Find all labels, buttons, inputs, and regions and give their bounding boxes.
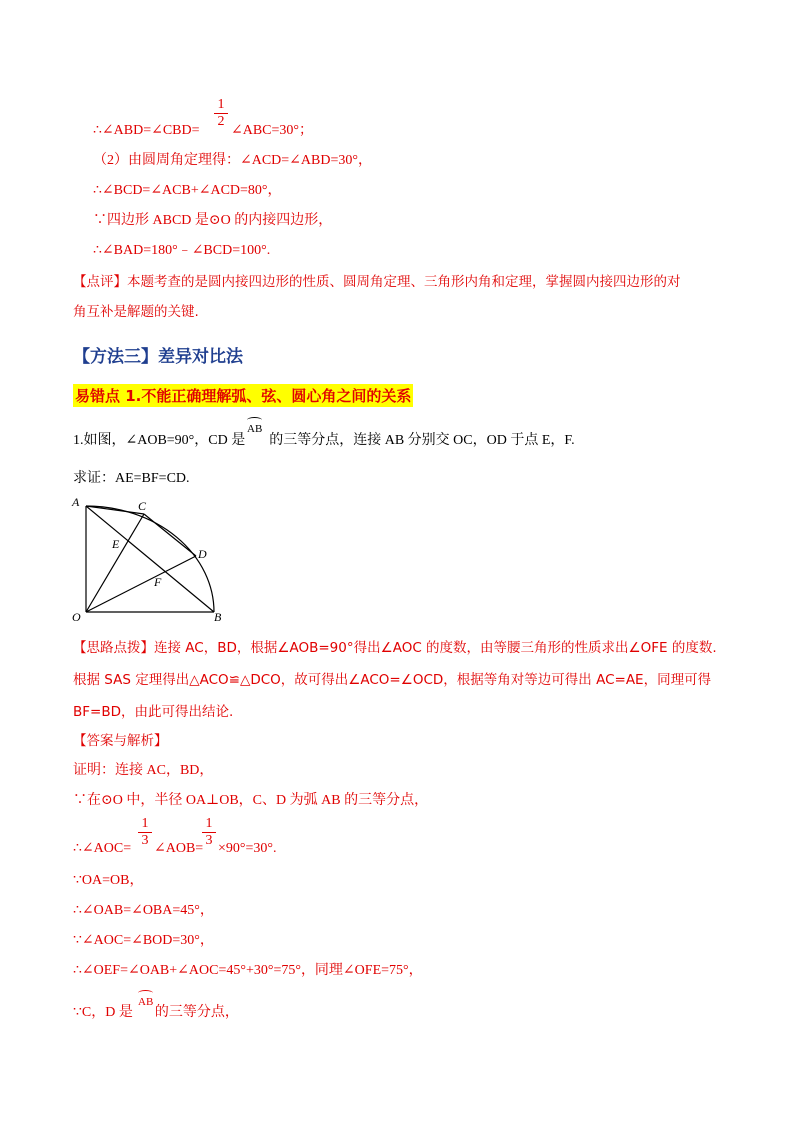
fraction-numerator: 1 [217, 97, 225, 112]
arc-ab-symbol-2 [138, 990, 153, 1008]
line-cyclic: ∵四边形 ABCD 是⊙O 的内接四边形， [93, 213, 333, 228]
fraction-denominator: 3 [205, 833, 213, 848]
answer-line-3b: ∠AOB= [154, 841, 204, 856]
problem-line-1 [73, 432, 575, 450]
fraction-third-2 [202, 817, 216, 848]
line-bcd: ∴∠BCD=∠ACB+∠ACD=80°， [93, 183, 282, 198]
line-abd [93, 122, 200, 140]
line-abd-text-a: ∴∠ABD=∠CBD= [93, 123, 200, 138]
answer-line-1: 证明：连接 AC，BD， [73, 763, 214, 778]
fraction-denominator: 3 [141, 833, 149, 848]
label-d: D [198, 547, 207, 561]
answer-line-2: ∵在⊙O 中，半径 OA⊥OB，C、D 为弧 AB 的三等分点， [73, 793, 429, 808]
fraction-numerator: 1 [205, 816, 213, 831]
arc-label: AB [138, 996, 154, 1008]
line-bad: ∴∠BAD=180°﹣∠BCD=100°. [93, 243, 271, 258]
line-acd: （2）由圆周角定理得：∠ACD=∠ABD=30°， [93, 153, 372, 168]
fraction-numerator: 1 [141, 816, 149, 831]
problem-text-a: 1.如图，∠AOB=90°，CD 是 [73, 433, 246, 448]
answer-line-4: ∵OA=OB， [73, 873, 144, 888]
arc-label: AB [247, 423, 263, 435]
hint-line-3: BF=BD，由此可得出结论. [73, 704, 234, 720]
fraction-third-1 [138, 817, 152, 848]
label-o: O [72, 610, 81, 624]
fraction-denominator: 2 [217, 114, 225, 129]
comment-line-1: 【点评】本题考查的是圆内接四边形的性质、圆周角定理、三角形内角和定理，掌握圆内接四边形的对 [73, 274, 681, 290]
answer-line-8 [73, 1004, 239, 1022]
arc-ab-symbol [247, 417, 262, 435]
answer-line-3c: ×90°=30°. [218, 841, 277, 856]
label-e: E [112, 537, 120, 551]
segment-ab [86, 506, 214, 612]
answer-line-7: ∴∠OEF=∠OAB+∠AOC=45°+30°=75°，同理∠OFE=75°， [73, 963, 423, 978]
hint-line-2: 根据 SAS 定理得出△ACO≌△DCO，故可得出∠ACO=∠OCD，根据等角对等边可得出 AC=AE，同理可得 [73, 672, 712, 688]
comment-block [73, 267, 733, 327]
answer-line-6: ∵∠AOC=∠BOD=30°， [73, 933, 214, 948]
answer-line-8-text-a: ∵C，D 是 [73, 1005, 133, 1020]
line-abd-b [231, 122, 313, 140]
fraction-half [214, 98, 228, 129]
problem-line-2: 求证：AE=BF=CD. [73, 471, 190, 486]
comment-line-2: 角互补是解题的关键. [73, 304, 199, 320]
answer-line-8-text-b: 的三等分点， [154, 1005, 239, 1020]
problem-text-b: 的三等分点，连接 AB 分别交 OC，OD 于点 E，F. [269, 433, 575, 448]
label-b: B [214, 610, 222, 624]
answer-line-5: ∴∠OAB=∠OBA=45°， [73, 903, 214, 918]
answer-title: 【答案与解析】 [73, 733, 168, 749]
answer-line-3a: ∴∠AOC= [73, 841, 132, 856]
label-a: A [72, 495, 80, 509]
hint-line-1: 【思路点拨】连接 AC，BD，根据∠AOB=90°得出∠AOC 的度数，由等腰三角形的性质求出∠OFE 的度数. [73, 640, 717, 656]
label-f: F [154, 575, 162, 589]
label-c: C [138, 499, 147, 513]
section-heading: 【方法三】差异对比法 [73, 347, 243, 367]
hint-block [73, 632, 733, 728]
mistake-label: 易错点 1.不能正确理解弧、弦、圆心角之间的关系 [73, 384, 413, 407]
line-abd-text-b: ∠ABC=30°； [231, 123, 314, 138]
segment-cd [144, 514, 196, 556]
geometry-figure [68, 494, 228, 629]
